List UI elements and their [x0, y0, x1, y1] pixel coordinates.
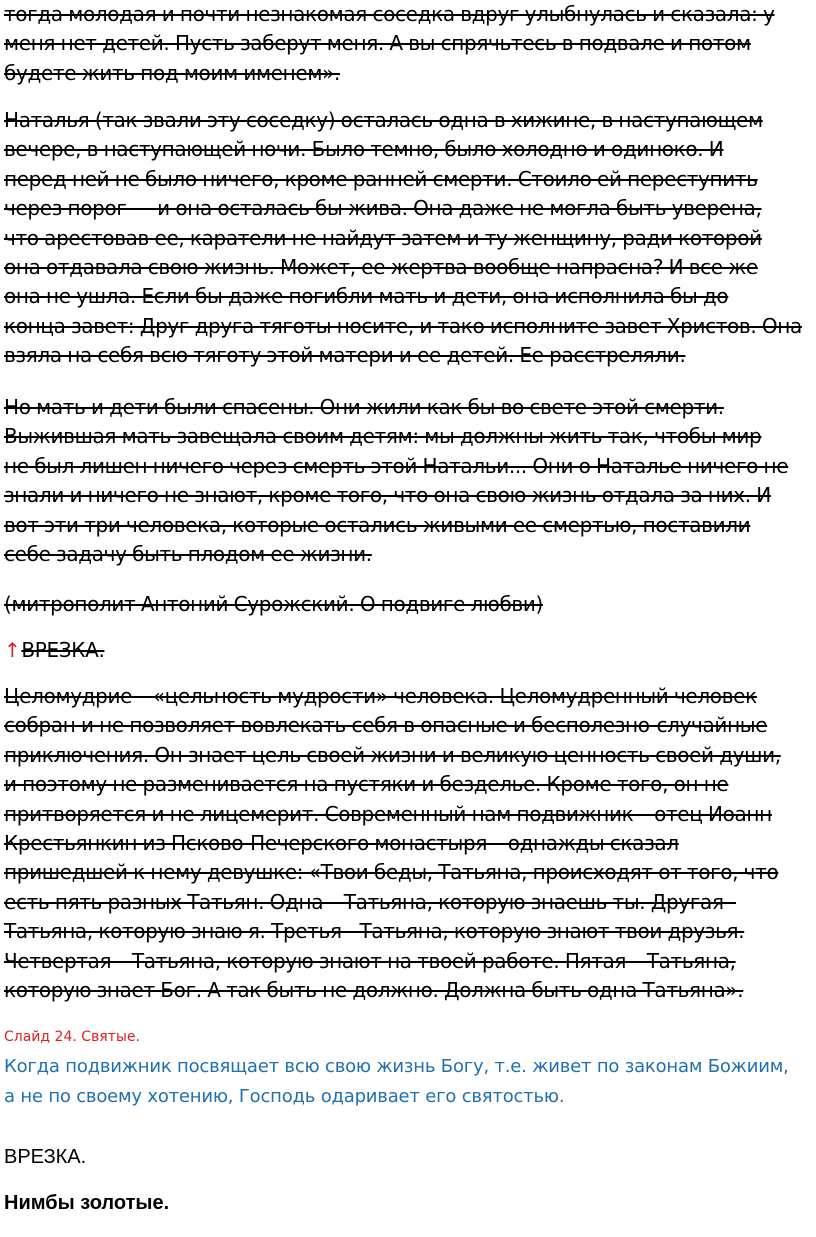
text-line: взяла на себя всю тяготу этой матери и ее детей. Ее расстреляли.: [4, 343, 686, 368]
slide-text: [4, 1052, 816, 1112]
text-line: вечере, в наступающей ночи. Было темно, было холодно и одиноко. И: [4, 137, 724, 162]
story-paragraph-3: [4, 393, 816, 569]
text-line: тогда молодая и почти незнакомая соседка вдруг улыбнулась и сказала: у: [4, 2, 775, 26]
insert-heading: ВРЕЗКА.: [4, 1146, 87, 1168]
text-line: она не ушла. Если бы даже погибли мать и дети, она исполнила бы до: [4, 284, 729, 309]
text-line: знали и ничего не знают, кроме того, что она свою жизнь отдала за них. И: [4, 483, 771, 508]
section-heading: Нимбы золотые.: [4, 1192, 170, 1214]
text-line: меня нет детей. Пусть заберут меня. А вы спрячьтесь в подвале и потом: [4, 31, 751, 56]
slide-label: Слайд 24. Святые.: [4, 1029, 140, 1045]
slide-text-line: а не по своему хотению, Господь одаривает его святостью.: [4, 1086, 565, 1107]
insert-marker: [4, 636, 816, 665]
text-line: Четвертая – Татьяна, которую знают на твоей работе. Пятая – Татьяна,: [4, 948, 736, 973]
text-line: Татьяна, которую знаю я. Третья - Татьяна, которую знают твои друзья.: [4, 919, 745, 944]
slide-text-line: Когда подвижник посвящает всю свою жизнь Богу, т.е. живет по законам Божиим,: [4, 1056, 789, 1077]
text-line: вот эти три человека, которые остались живыми ее смертью, поставили: [4, 512, 751, 537]
text-line: и поэтому не разменивается на пустяки и безделье. Кроме того, он не: [4, 772, 729, 797]
text-line: будете жить под моим именем».: [4, 60, 340, 85]
text-line: притворяется и не лицемерит. Современный нам подвижник – отец Иоанн: [4, 801, 772, 826]
text-line: через порог — и она осталась бы жива. Она даже не могла быть уверена,: [4, 196, 762, 221]
insert-marker-label: ВРЕЗКА.: [21, 638, 105, 662]
citation: [4, 590, 816, 619]
text-line: Но мать и дети были спасены. Они жили как бы во свете этой смерти.: [4, 395, 724, 419]
text-line: конца завет: Друг друга тяготы носите, и тако исполните завет Христов. Она: [4, 313, 802, 338]
citation-line: (митрополит Антоний Сурожский. О подвиге любви): [4, 592, 543, 616]
chastity-paragraph: [4, 682, 816, 1005]
text-line: она отдавала свою жизнь. Может, ее жертва вообще напрасна? И все же: [4, 255, 758, 280]
text-line: Целомудрие – «цельность мудрости» человека. Целомудренный человек: [4, 684, 757, 708]
text-line: Наталья (так звали эту соседку) осталась одна в хижине, в наступающем: [4, 108, 763, 132]
text-line: есть пять разных Татьян. Одна – Татьяна, которую знаешь ты. Другая -: [4, 889, 737, 914]
text-line: себе задачу быть плодом ее жизни.: [4, 542, 372, 567]
text-line: не был лишен ничего через смерть этой Натальи... Они о Наталье ничего не: [4, 453, 789, 478]
text-line: Крестьянкин из Псково-Печерского монастыря – однажды сказал: [4, 831, 679, 856]
text-line: перед ней не было ничего, кроме ранней смерти. Стоило ей переступить: [4, 166, 758, 191]
text-line: пришедшей к нему девушке: «Твои беды, Татьяна, происходят от того, что: [4, 860, 779, 885]
text-line: собран и не позволяет вовлекать себя в опасные и бесполезно-случайные: [4, 713, 768, 738]
up-arrow-icon: ↑: [4, 638, 21, 662]
story-paragraph-1: [4, 0, 816, 88]
text-line: что арестовав ее, каратели не найдут затем и ту женщину, ради которой: [4, 225, 762, 250]
text-line: Выжившая мать завещала своим детям: мы должны жить так, чтобы мир: [4, 424, 762, 449]
story-paragraph-2: [4, 106, 816, 371]
text-line: приключения. Он знает цель своей жизни и великую ценность своей души,: [4, 742, 781, 767]
text-line: которую знает Бог. А так быть не должно. Должна быть одна Татьяна».: [4, 978, 744, 1003]
